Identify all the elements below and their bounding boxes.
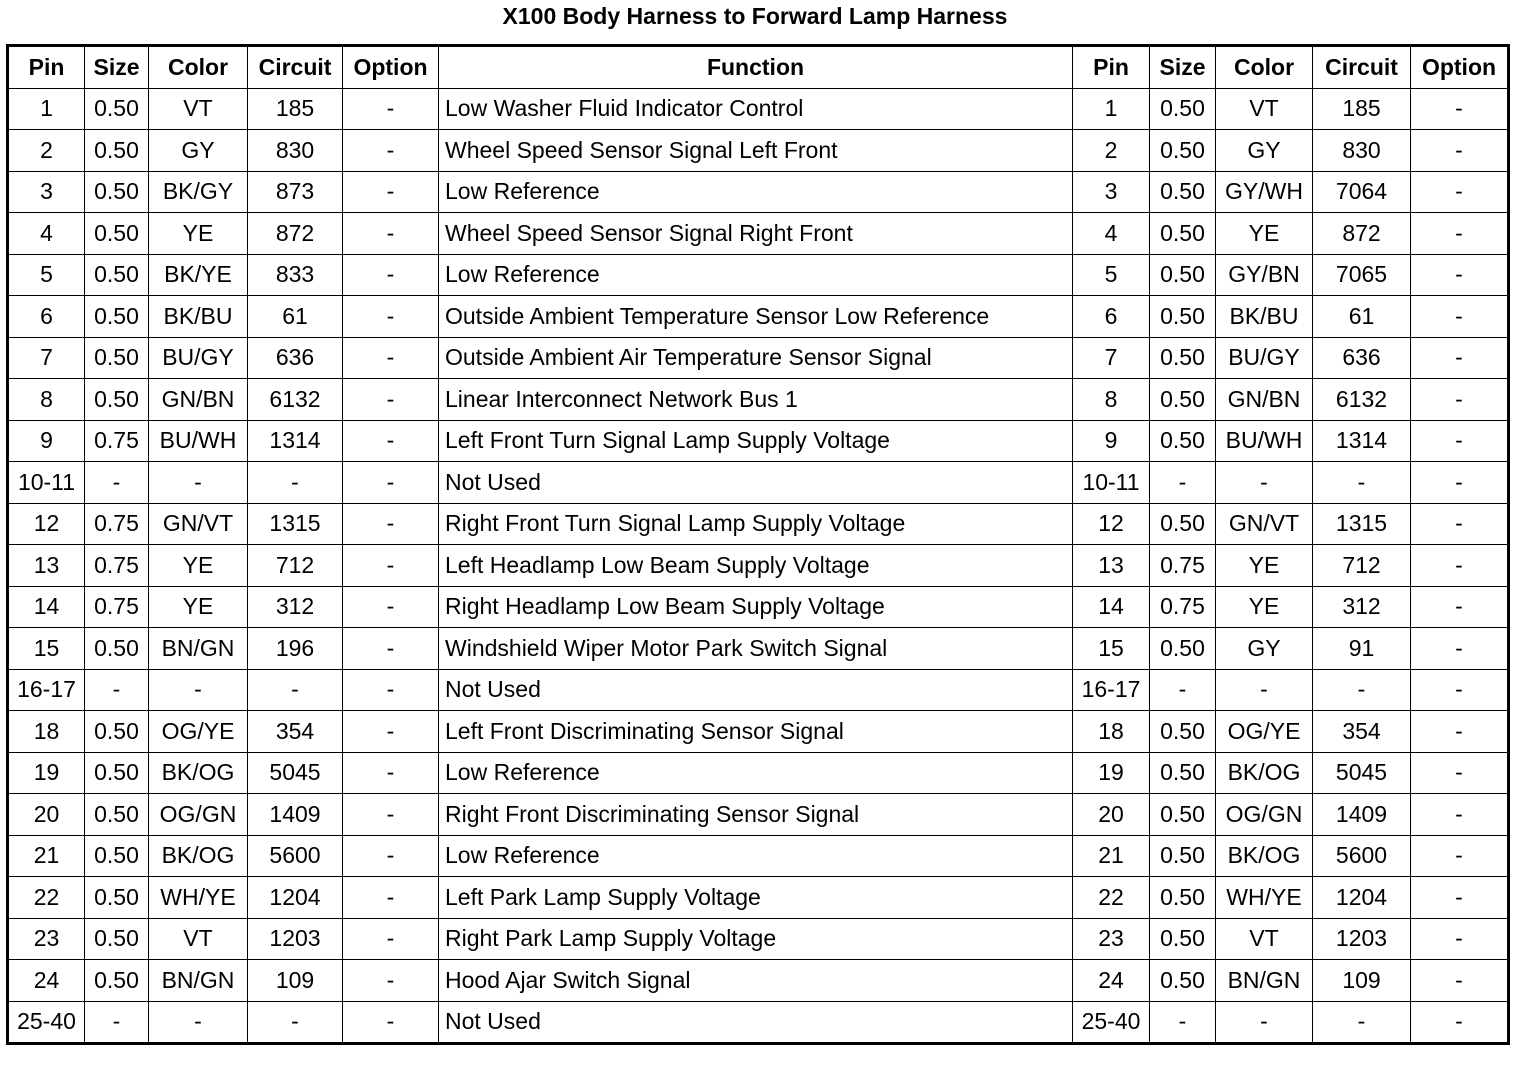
cell-body-size: 0.75 [85, 586, 149, 628]
table-row [8, 254, 1509, 296]
cell-lamp-pin: 16-17 [1073, 669, 1150, 711]
cell-body-pin: 14 [8, 586, 85, 628]
cell-body-circuit: 1314 [248, 420, 343, 462]
cell-body-color: GY [149, 130, 248, 172]
cell-body-option: - [343, 1001, 439, 1044]
cell-lamp-circuit: 91 [1313, 628, 1411, 670]
table-row [8, 296, 1509, 338]
cell-function: Not Used [439, 669, 1073, 711]
cell-body-option: - [343, 586, 439, 628]
cell-body-color: YE [149, 545, 248, 587]
cell-body-pin: 18 [8, 711, 85, 753]
cell-body-option: - [343, 669, 439, 711]
cell-body-size: 0.50 [85, 794, 149, 836]
cell-lamp-option: - [1411, 835, 1509, 877]
cell-body-pin: 16-17 [8, 669, 85, 711]
cell-lamp-pin: 2 [1073, 130, 1150, 172]
cell-lamp-pin: 10-11 [1073, 462, 1150, 504]
cell-body-option: - [343, 254, 439, 296]
cell-lamp-option: - [1411, 628, 1509, 670]
table-row [8, 462, 1509, 504]
cell-body-option: - [343, 296, 439, 338]
cell-lamp-circuit: 5045 [1313, 752, 1411, 794]
cell-lamp-pin: 24 [1073, 960, 1150, 1002]
cell-body-color: BK/OG [149, 752, 248, 794]
cell-lamp-circuit: 312 [1313, 586, 1411, 628]
column-header-lamp-color: Color [1216, 46, 1313, 89]
cell-lamp-option: - [1411, 960, 1509, 1002]
cell-lamp-size: 0.50 [1150, 420, 1216, 462]
cell-body-circuit: 830 [248, 130, 343, 172]
cell-lamp-pin: 8 [1073, 379, 1150, 421]
cell-body-pin: 9 [8, 420, 85, 462]
cell-body-color: - [149, 669, 248, 711]
cell-body-circuit: 1203 [248, 918, 343, 960]
cell-lamp-circuit: 1203 [1313, 918, 1411, 960]
cell-lamp-option: - [1411, 503, 1509, 545]
cell-lamp-option: - [1411, 918, 1509, 960]
cell-body-pin: 12 [8, 503, 85, 545]
cell-lamp-color: BU/WH [1216, 420, 1313, 462]
cell-lamp-color: OG/YE [1216, 711, 1313, 753]
cell-body-pin: 19 [8, 752, 85, 794]
cell-lamp-size: 0.50 [1150, 88, 1216, 130]
cell-body-circuit: 873 [248, 171, 343, 213]
column-header-body-color: Color [149, 46, 248, 89]
cell-lamp-color: BN/GN [1216, 960, 1313, 1002]
cell-body-size: 0.50 [85, 918, 149, 960]
cell-lamp-size: - [1150, 462, 1216, 504]
cell-lamp-circuit: 1204 [1313, 877, 1411, 919]
cell-lamp-size: 0.50 [1150, 628, 1216, 670]
cell-body-size: 0.50 [85, 213, 149, 255]
table-row [8, 586, 1509, 628]
cell-lamp-color: WH/YE [1216, 877, 1313, 919]
cell-body-pin: 6 [8, 296, 85, 338]
cell-body-option: - [343, 379, 439, 421]
cell-lamp-color: YE [1216, 586, 1313, 628]
cell-lamp-option: - [1411, 711, 1509, 753]
cell-lamp-option: - [1411, 420, 1509, 462]
cell-body-size: 0.50 [85, 130, 149, 172]
cell-body-circuit: 1409 [248, 794, 343, 836]
cell-lamp-option: - [1411, 337, 1509, 379]
table-row [8, 711, 1509, 753]
cell-function: Right Front Turn Signal Lamp Supply Voltage [439, 503, 1073, 545]
cell-body-circuit: - [248, 462, 343, 504]
cell-body-circuit: 354 [248, 711, 343, 753]
cell-body-color: GN/BN [149, 379, 248, 421]
cell-lamp-circuit: - [1313, 669, 1411, 711]
cell-lamp-color: VT [1216, 88, 1313, 130]
cell-lamp-circuit: - [1313, 462, 1411, 504]
column-header-lamp-circuit: Circuit [1313, 46, 1411, 89]
cell-body-size: 0.50 [85, 171, 149, 213]
table-row [8, 877, 1509, 919]
cell-lamp-option: - [1411, 877, 1509, 919]
cell-body-size: 0.50 [85, 628, 149, 670]
cell-body-color: BK/GY [149, 171, 248, 213]
cell-function: Outside Ambient Temperature Sensor Low Reference [439, 296, 1073, 338]
cell-lamp-circuit: 7064 [1313, 171, 1411, 213]
table-row [8, 1001, 1509, 1044]
cell-body-color: BN/GN [149, 628, 248, 670]
cell-function: Low Washer Fluid Indicator Control [439, 88, 1073, 130]
cell-lamp-color: BK/OG [1216, 835, 1313, 877]
cell-lamp-pin: 20 [1073, 794, 1150, 836]
cell-lamp-option: - [1411, 254, 1509, 296]
cell-body-pin: 22 [8, 877, 85, 919]
column-header-lamp-size: Size [1150, 46, 1216, 89]
cell-body-size: 0.50 [85, 88, 149, 130]
cell-body-circuit: 1204 [248, 877, 343, 919]
cell-lamp-option: - [1411, 545, 1509, 587]
cell-body-option: - [343, 918, 439, 960]
cell-body-pin: 2 [8, 130, 85, 172]
cell-lamp-circuit: 109 [1313, 960, 1411, 1002]
cell-function: Right Front Discriminating Sensor Signal [439, 794, 1073, 836]
cell-lamp-pin: 5 [1073, 254, 1150, 296]
cell-function: Left Park Lamp Supply Voltage [439, 877, 1073, 919]
cell-lamp-circuit: 712 [1313, 545, 1411, 587]
cell-body-size: - [85, 1001, 149, 1044]
cell-lamp-circuit: 872 [1313, 213, 1411, 255]
cell-body-pin: 20 [8, 794, 85, 836]
table-row [8, 420, 1509, 462]
cell-body-pin: 10-11 [8, 462, 85, 504]
cell-lamp-size: 0.50 [1150, 877, 1216, 919]
cell-body-color: BN/GN [149, 960, 248, 1002]
cell-lamp-circuit: 636 [1313, 337, 1411, 379]
cell-body-option: - [343, 711, 439, 753]
cell-lamp-circuit: 1315 [1313, 503, 1411, 545]
cell-body-size: - [85, 669, 149, 711]
cell-body-option: - [343, 503, 439, 545]
cell-body-pin: 23 [8, 918, 85, 960]
cell-body-circuit: 312 [248, 586, 343, 628]
cell-function: Wheel Speed Sensor Signal Right Front [439, 213, 1073, 255]
cell-lamp-circuit: 830 [1313, 130, 1411, 172]
cell-lamp-pin: 15 [1073, 628, 1150, 670]
cell-lamp-option: - [1411, 213, 1509, 255]
table-header-row [8, 46, 1509, 89]
cell-lamp-size: 0.50 [1150, 337, 1216, 379]
cell-lamp-pin: 19 [1073, 752, 1150, 794]
table-row [8, 835, 1509, 877]
cell-lamp-color: YE [1216, 545, 1313, 587]
cell-function: Right Park Lamp Supply Voltage [439, 918, 1073, 960]
cell-body-option: - [343, 462, 439, 504]
cell-lamp-size: 0.50 [1150, 130, 1216, 172]
cell-lamp-size: 0.50 [1150, 752, 1216, 794]
cell-body-circuit: 61 [248, 296, 343, 338]
column-header-lamp-option: Option [1411, 46, 1509, 89]
cell-lamp-size: 0.75 [1150, 586, 1216, 628]
cell-function: Hood Ajar Switch Signal [439, 960, 1073, 1002]
cell-lamp-size: 0.50 [1150, 296, 1216, 338]
cell-body-circuit: 5600 [248, 835, 343, 877]
cell-body-color: VT [149, 88, 248, 130]
table-row [8, 794, 1509, 836]
cell-function: Not Used [439, 1001, 1073, 1044]
cell-body-size: - [85, 462, 149, 504]
cell-body-color: BK/BU [149, 296, 248, 338]
cell-body-option: - [343, 171, 439, 213]
cell-body-option: - [343, 213, 439, 255]
cell-lamp-option: - [1411, 462, 1509, 504]
cell-body-pin: 25-40 [8, 1001, 85, 1044]
cell-lamp-circuit: 185 [1313, 88, 1411, 130]
cell-body-size: 0.75 [85, 503, 149, 545]
cell-function: Low Reference [439, 254, 1073, 296]
cell-body-pin: 24 [8, 960, 85, 1002]
cell-lamp-option: - [1411, 171, 1509, 213]
cell-body-size: 0.50 [85, 254, 149, 296]
cell-lamp-pin: 4 [1073, 213, 1150, 255]
cell-body-pin: 7 [8, 337, 85, 379]
cell-lamp-option: - [1411, 1001, 1509, 1044]
cell-function: Low Reference [439, 171, 1073, 213]
cell-lamp-color: BU/GY [1216, 337, 1313, 379]
table-row [8, 88, 1509, 130]
cell-lamp-color: GN/BN [1216, 379, 1313, 421]
cell-function: Left Front Turn Signal Lamp Supply Voltage [439, 420, 1073, 462]
cell-body-option: - [343, 88, 439, 130]
cell-body-size: 0.50 [85, 379, 149, 421]
cell-function: Low Reference [439, 752, 1073, 794]
cell-lamp-color: GY/WH [1216, 171, 1313, 213]
harness-pinout-table [6, 44, 1510, 1045]
cell-lamp-size: 0.50 [1150, 171, 1216, 213]
cell-body-size: 0.50 [85, 877, 149, 919]
cell-lamp-size: 0.50 [1150, 711, 1216, 753]
cell-body-option: - [343, 337, 439, 379]
cell-body-option: - [343, 628, 439, 670]
cell-lamp-circuit: - [1313, 1001, 1411, 1044]
cell-lamp-color: - [1216, 462, 1313, 504]
column-header-lamp-pin: Pin [1073, 46, 1150, 89]
cell-body-option: - [343, 960, 439, 1002]
cell-lamp-option: - [1411, 379, 1509, 421]
cell-function: Linear Interconnect Network Bus 1 [439, 379, 1073, 421]
cell-body-circuit: 833 [248, 254, 343, 296]
cell-lamp-pin: 13 [1073, 545, 1150, 587]
cell-body-circuit: 872 [248, 213, 343, 255]
cell-lamp-size: 0.50 [1150, 379, 1216, 421]
cell-lamp-size: 0.50 [1150, 960, 1216, 1002]
cell-lamp-pin: 14 [1073, 586, 1150, 628]
cell-body-size: 0.50 [85, 835, 149, 877]
cell-lamp-option: - [1411, 794, 1509, 836]
cell-lamp-pin: 7 [1073, 337, 1150, 379]
cell-lamp-circuit: 1409 [1313, 794, 1411, 836]
page-title: X100 Body Harness to Forward Lamp Harness [502, 3, 1008, 29]
cell-body-circuit: - [248, 669, 343, 711]
column-header-function: Function [439, 46, 1073, 89]
cell-lamp-pin: 6 [1073, 296, 1150, 338]
cell-lamp-option: - [1411, 296, 1509, 338]
cell-body-option: - [343, 420, 439, 462]
cell-lamp-pin: 3 [1073, 171, 1150, 213]
cell-lamp-size: - [1150, 669, 1216, 711]
cell-body-color: - [149, 462, 248, 504]
column-header-body-pin: Pin [8, 46, 85, 89]
cell-body-size: 0.50 [85, 337, 149, 379]
table-row [8, 752, 1509, 794]
cell-body-option: - [343, 130, 439, 172]
cell-lamp-option: - [1411, 130, 1509, 172]
cell-body-option: - [343, 545, 439, 587]
cell-function: Right Headlamp Low Beam Supply Voltage [439, 586, 1073, 628]
table-row [8, 213, 1509, 255]
cell-lamp-color: GN/VT [1216, 503, 1313, 545]
cell-body-color: WH/YE [149, 877, 248, 919]
cell-body-circuit: 109 [248, 960, 343, 1002]
cell-body-color: BK/YE [149, 254, 248, 296]
cell-body-size: 0.75 [85, 545, 149, 587]
table-row [8, 545, 1509, 587]
cell-lamp-option: - [1411, 752, 1509, 794]
cell-body-pin: 13 [8, 545, 85, 587]
cell-function: Outside Ambient Air Temperature Sensor Signal [439, 337, 1073, 379]
cell-function: Wheel Speed Sensor Signal Left Front [439, 130, 1073, 172]
cell-lamp-circuit: 5600 [1313, 835, 1411, 877]
cell-lamp-size: 0.50 [1150, 835, 1216, 877]
cell-lamp-circuit: 61 [1313, 296, 1411, 338]
cell-body-option: - [343, 877, 439, 919]
cell-lamp-option: - [1411, 669, 1509, 711]
cell-body-pin: 8 [8, 379, 85, 421]
cell-lamp-pin: 18 [1073, 711, 1150, 753]
cell-body-pin: 4 [8, 213, 85, 255]
cell-body-color: BK/OG [149, 835, 248, 877]
table-row [8, 628, 1509, 670]
cell-body-circuit: 1315 [248, 503, 343, 545]
cell-body-color: VT [149, 918, 248, 960]
cell-body-pin: 21 [8, 835, 85, 877]
table-row [8, 669, 1509, 711]
cell-body-option: - [343, 752, 439, 794]
cell-body-color: BU/GY [149, 337, 248, 379]
cell-lamp-size: 0.50 [1150, 503, 1216, 545]
cell-body-pin: 15 [8, 628, 85, 670]
cell-function: Low Reference [439, 835, 1073, 877]
column-header-body-circuit: Circuit [248, 46, 343, 89]
cell-lamp-size: 0.50 [1150, 213, 1216, 255]
table-row [8, 918, 1509, 960]
cell-body-color: OG/YE [149, 711, 248, 753]
cell-lamp-size: 0.75 [1150, 545, 1216, 587]
cell-body-size: 0.50 [85, 960, 149, 1002]
cell-function: Windshield Wiper Motor Park Switch Signal [439, 628, 1073, 670]
cell-body-size: 0.50 [85, 752, 149, 794]
cell-body-pin: 5 [8, 254, 85, 296]
cell-body-color: GN/VT [149, 503, 248, 545]
cell-body-color: YE [149, 586, 248, 628]
table-row [8, 960, 1509, 1002]
cell-lamp-color: GY [1216, 628, 1313, 670]
cell-function: Left Headlamp Low Beam Supply Voltage [439, 545, 1073, 587]
cell-lamp-pin: 21 [1073, 835, 1150, 877]
cell-body-color: BU/WH [149, 420, 248, 462]
column-header-body-option: Option [343, 46, 439, 89]
cell-body-circuit: 196 [248, 628, 343, 670]
cell-lamp-color: GY [1216, 130, 1313, 172]
cell-body-color: YE [149, 213, 248, 255]
cell-lamp-pin: 1 [1073, 88, 1150, 130]
table-row [8, 171, 1509, 213]
cell-lamp-circuit: 354 [1313, 711, 1411, 753]
cell-lamp-color: - [1216, 669, 1313, 711]
cell-body-pin: 3 [8, 171, 85, 213]
cell-lamp-pin: 9 [1073, 420, 1150, 462]
cell-lamp-pin: 23 [1073, 918, 1150, 960]
cell-lamp-size: 0.50 [1150, 794, 1216, 836]
cell-lamp-pin: 22 [1073, 877, 1150, 919]
cell-lamp-color: GY/BN [1216, 254, 1313, 296]
cell-body-size: 0.50 [85, 296, 149, 338]
cell-lamp-option: - [1411, 88, 1509, 130]
cell-body-size: 0.50 [85, 711, 149, 753]
table-row [8, 337, 1509, 379]
cell-lamp-color: - [1216, 1001, 1313, 1044]
cell-body-circuit: 6132 [248, 379, 343, 421]
cell-lamp-color: BK/OG [1216, 752, 1313, 794]
table-row [8, 130, 1509, 172]
cell-lamp-color: BK/BU [1216, 296, 1313, 338]
cell-lamp-size: 0.50 [1150, 254, 1216, 296]
cell-lamp-pin: 25-40 [1073, 1001, 1150, 1044]
cell-body-option: - [343, 794, 439, 836]
table-row [8, 503, 1509, 545]
cell-lamp-color: YE [1216, 213, 1313, 255]
cell-body-circuit: - [248, 1001, 343, 1044]
cell-lamp-pin: 12 [1073, 503, 1150, 545]
cell-lamp-color: OG/GN [1216, 794, 1313, 836]
cell-lamp-option: - [1411, 586, 1509, 628]
cell-lamp-size: - [1150, 1001, 1216, 1044]
table-body [8, 88, 1509, 1044]
cell-body-circuit: 5045 [248, 752, 343, 794]
cell-lamp-color: VT [1216, 918, 1313, 960]
cell-lamp-circuit: 7065 [1313, 254, 1411, 296]
cell-body-color: - [149, 1001, 248, 1044]
table-row [8, 379, 1509, 421]
cell-body-pin: 1 [8, 88, 85, 130]
cell-function: Left Front Discriminating Sensor Signal [439, 711, 1073, 753]
cell-body-size: 0.75 [85, 420, 149, 462]
cell-lamp-circuit: 1314 [1313, 420, 1411, 462]
cell-function: Not Used [439, 462, 1073, 504]
cell-body-circuit: 185 [248, 88, 343, 130]
cell-body-circuit: 712 [248, 545, 343, 587]
cell-lamp-circuit: 6132 [1313, 379, 1411, 421]
column-header-body-size: Size [85, 46, 149, 89]
cell-body-option: - [343, 835, 439, 877]
cell-body-color: OG/GN [149, 794, 248, 836]
cell-body-circuit: 636 [248, 337, 343, 379]
cell-lamp-size: 0.50 [1150, 918, 1216, 960]
